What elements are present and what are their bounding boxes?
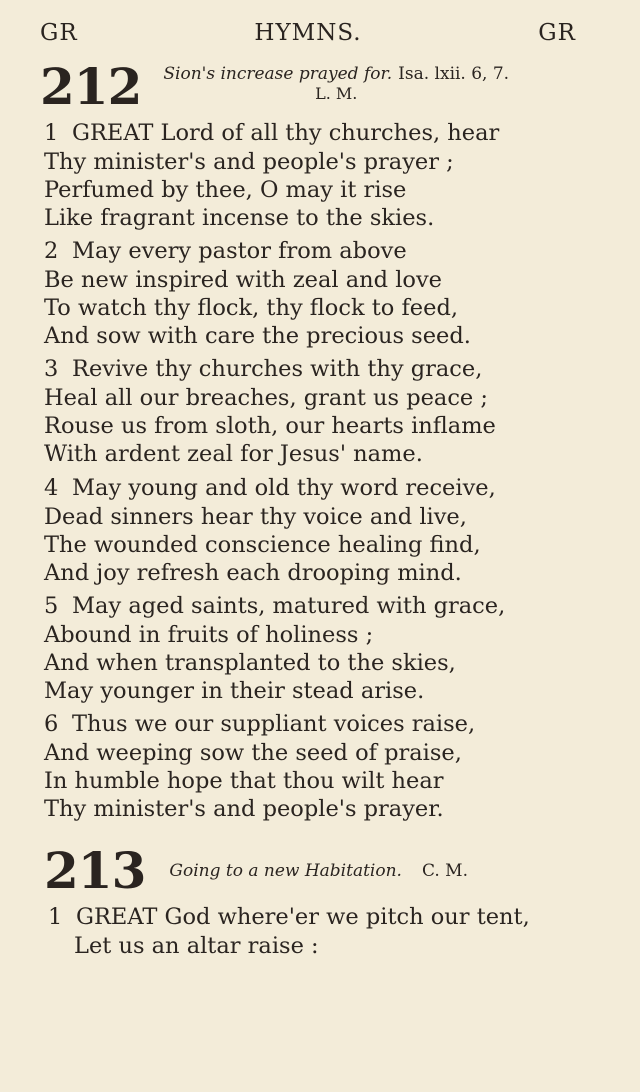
hymn-line: In humble hope that thou wilt hear: [44, 768, 444, 794]
scripture-reference: Isa. lxii. 6, 7.: [398, 64, 510, 84]
hymn-meter: C. M.: [421, 861, 468, 881]
stanza-number: 3: [44, 356, 59, 382]
hymn-line: With ardent zeal for Jesus' name.: [44, 441, 423, 467]
hymn-line: 5 May aged saints, matured with grace,: [44, 593, 506, 619]
hymn-line: And weeping sow the seed of praise,: [44, 740, 462, 766]
hymn-line: Abound in fruits of holiness ;: [44, 622, 374, 648]
hymn-line: Thy minister's and people's prayer ;: [44, 149, 454, 175]
hymn-line: 1 GREAT God where'er we pitch our tent,: [48, 904, 530, 930]
hymn-title: Going to a new Habitation.: [169, 861, 402, 881]
hymn-line: Dead sinners hear thy voice and live,: [44, 504, 467, 530]
hymn-212-header: [40, 57, 510, 116]
running-head-left: GR: [40, 20, 78, 46]
stanza-number: 6: [44, 711, 59, 737]
hymn-line: Thy minister's and people's prayer.: [44, 796, 444, 822]
hymn-meter: L. M.: [315, 84, 358, 103]
hymn-line: 6 Thus we our suppliant voices raise,: [44, 711, 476, 737]
running-head-center: HYMNS.: [254, 20, 362, 46]
stanza-number: 1: [44, 120, 59, 146]
hymn-line: 4 May young and old thy word receive,: [44, 475, 496, 501]
stanza-number: 2: [44, 238, 59, 264]
hymn-line: And joy refresh each drooping mind.: [44, 560, 462, 586]
hymn-number: 212: [40, 57, 142, 116]
hymn-line: Perfumed by thee, O may it rise: [44, 177, 407, 203]
hymn-line: To watch thy flock, thy flock to feed,: [44, 295, 458, 321]
running-head-right: GR: [538, 20, 576, 46]
hymn-line: Rouse us from sloth, our hearts inflame: [44, 413, 496, 439]
hymn-number: 213: [44, 841, 146, 900]
hymn-line: And sow with care the precious seed.: [44, 323, 471, 349]
hymn-line: The wounded conscience healing find,: [44, 532, 481, 558]
hymn-line: 3 Revive thy churches with thy grace,: [44, 356, 483, 382]
hymn-line: Heal all our breaches, grant us peace ;: [44, 385, 488, 411]
hymn-213-header: [44, 841, 468, 900]
running-head: [40, 20, 576, 46]
hymn-line: Be new inspired with zeal and love: [44, 267, 442, 293]
hymn-line: Let us an altar raise :: [74, 933, 319, 959]
hymn-title: Sion's increase prayed for. Isa. lxii. 6, 7.: [163, 64, 510, 84]
stanza-number: 1: [48, 904, 63, 930]
stanza-number: 4: [44, 475, 59, 501]
hymn-line: 1 GREAT Lord of all thy churches, hear: [44, 120, 500, 146]
hymn-line: May younger in their stead arise.: [44, 678, 425, 704]
hymn-line: And when transplanted to the skies,: [44, 650, 456, 676]
stanza-number: 5: [44, 593, 59, 619]
hymn-line: Like fragrant incense to the skies.: [44, 205, 435, 231]
hymn-line: 2 May every pastor from above: [44, 238, 407, 264]
